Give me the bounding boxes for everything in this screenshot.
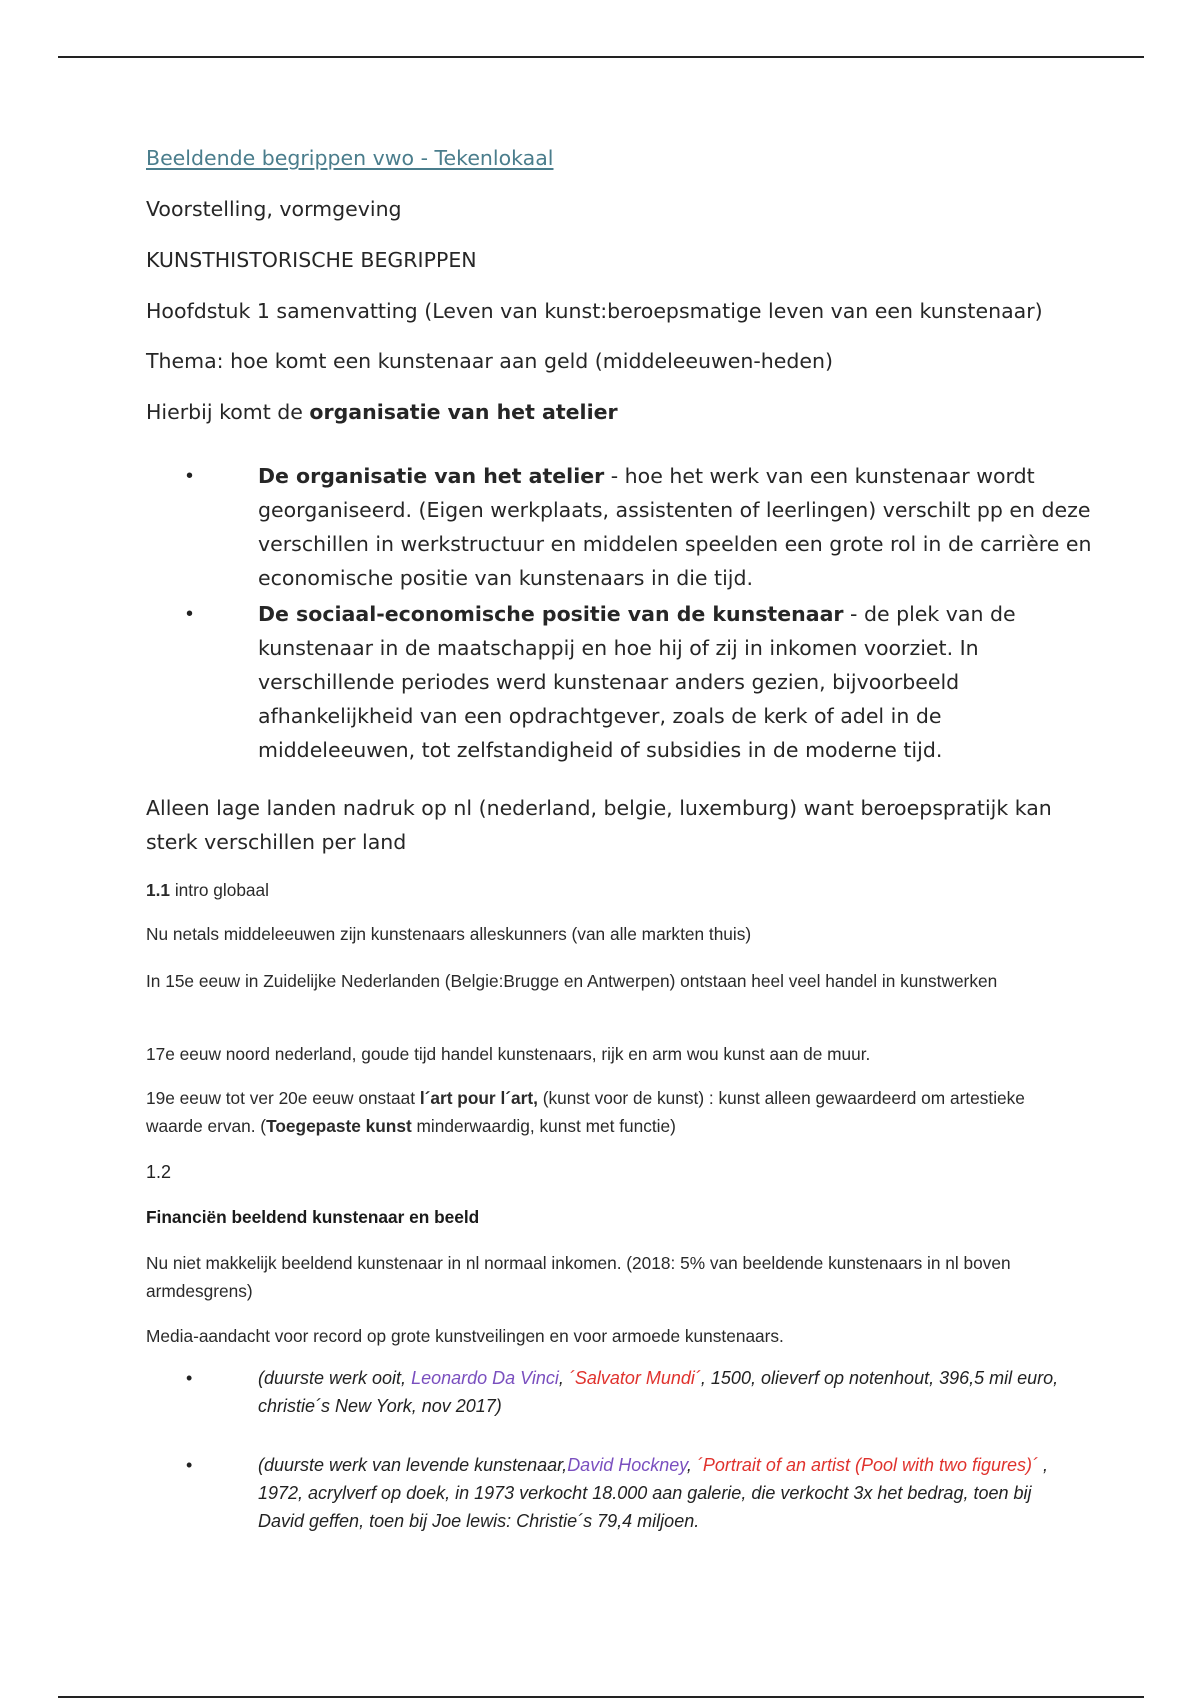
list-item <box>186 1451 1066 1541</box>
subject-line: Voorstelling, vormgeving <box>146 197 402 221</box>
text-run: minderwaardig, kunst met functie) <box>411 1116 676 1136</box>
text-run: (duurste werk van levende kunstenaar, <box>258 1455 568 1475</box>
list-item <box>186 1364 1066 1424</box>
list-item-text <box>258 459 1098 595</box>
list-item <box>186 597 1066 767</box>
artwork-title: ´Salvator Mundi´ <box>568 1368 701 1388</box>
paragraph: Media-aandacht voor record op grote kunstveilingen en voor armoede kunstenaars. <box>146 1326 784 1346</box>
list-item-term: De organisatie van het atelier <box>258 464 605 488</box>
text-run: (duurste werk ooit, <box>258 1368 412 1388</box>
source-link[interactable]: Beeldende begrippen vwo - Tekenlokaal <box>146 146 554 170</box>
footer-rule <box>58 1696 1144 1698</box>
paragraph <box>146 1084 1071 1140</box>
artist-name: David Hockney <box>567 1455 687 1475</box>
intro-bold: organisatie van het atelier <box>309 400 618 424</box>
artwork-title: ´Portrait of an artist (Pool with two figures)´ <box>696 1455 1039 1475</box>
scope-paragraph: Alleen lage landen nadruk op nl (nederland, belgie, luxemburg) want beroepspratijk kan sterk verschillen per land <box>146 796 1052 854</box>
bullet-icon: • <box>186 603 194 625</box>
list-item-text <box>258 1364 1078 1420</box>
list-item-description: - de plek van de kunstenaar in de maatschappij en hoe hij of zij in inkomen voorziet. In verschillende periodes werd kunstenaar anders gezien, bijvoorbeeld afhankelijkheid van een opdrachtgever, zoals de kerk of adel in de middeleeuwen, tot zelfstandigheid of subsidies in de moderne tijd. <box>258 602 1016 762</box>
intro-line <box>146 400 1076 425</box>
bullet-icon: • <box>186 465 194 487</box>
list-item-term: De sociaal-economische positie van de kunstenaar <box>258 602 844 626</box>
bullet-icon: • <box>186 1455 193 1475</box>
paragraph: Nu netals middeleeuwen zijn kunstenaars alleskunners (van alle markten thuis) <box>146 924 752 944</box>
section-heading-1-2: Financiën beeldend kunstenaar en beeld <box>146 1207 480 1227</box>
heading-kunsthistorische: KUNSTHISTORISCHE BEGRIPPEN <box>146 248 477 272</box>
intro-text: Hierbij komt de <box>146 400 310 424</box>
list-item <box>186 459 1092 599</box>
bullet-icon: • <box>186 1368 193 1388</box>
text-run-bold: Toegepaste kunst <box>266 1116 412 1136</box>
text-run: 19e eeuw tot ver 20e eeuw onstaat <box>146 1088 420 1108</box>
section-number-1-2: 1.2 <box>146 1162 172 1182</box>
list-item-text <box>258 597 1098 767</box>
section-number: 1.1 <box>146 880 171 900</box>
list-item-text <box>258 1451 1078 1535</box>
section-title: intro globaal <box>170 880 269 900</box>
header-rule <box>58 56 1144 58</box>
text-run-bold: l´art pour l´art, <box>419 1088 538 1108</box>
paragraph: Nu niet makkelijk beeldend kunstenaar in nl normaal inkomen. (2018: 5% van beeldende kunstenaars in nl boven armdesgrens) <box>146 1253 1011 1301</box>
text-run: (kunst voor de kunst) : kunst alleen gewaardeerd om artestieke waarde ervan. ( <box>146 1088 1025 1136</box>
paragraph: 17e eeuw noord nederland, goude tijd handel kunstenaars, rijk en arm wou kunst aan de muur. <box>146 1044 871 1064</box>
text-run: , 1972, acrylverf op doek, in 1973 verkocht 18.000 aan galerie, die verkocht 3x het bedrag, toen bij David geffen, toen bij Joe lewis: Christie´s 79,4 miljoen. <box>258 1455 1049 1531</box>
text-run: , 1500, olieverf op notenhout, 396,5 mil euro, christie´s New York, nov 2017) <box>258 1368 1059 1416</box>
paragraph: In 15e eeuw in Zuidelijke Nederlanden (Belgie:Brugge en Antwerpen) ontstaan heel veel handel in kunstwerken <box>146 971 998 991</box>
source-link-line <box>146 146 1076 171</box>
artist-name: Leonardo Da Vinci <box>411 1368 559 1388</box>
chapter-title: Hoofdstuk 1 samenvatting (Leven van kunst:beroepsmatige leven van een kunstenaar) <box>146 299 1043 323</box>
list-item-description: - hoe het werk van een kunstenaar wordt georganiseerd. (Eigen werkplaats, assistenten of leerlingen) verschilt pp en deze verschillen in werkstructuur en middelen speelden een grote rol in de carrière en economische positie van kunstenaars in die tijd. <box>258 464 1092 590</box>
text-run: , <box>686 1455 697 1475</box>
text-run: , <box>558 1368 569 1388</box>
section-heading-1-1 <box>146 876 1071 904</box>
theme-line: Thema: hoe komt een kunstenaar aan geld (middeleeuwen-heden) <box>146 349 833 373</box>
